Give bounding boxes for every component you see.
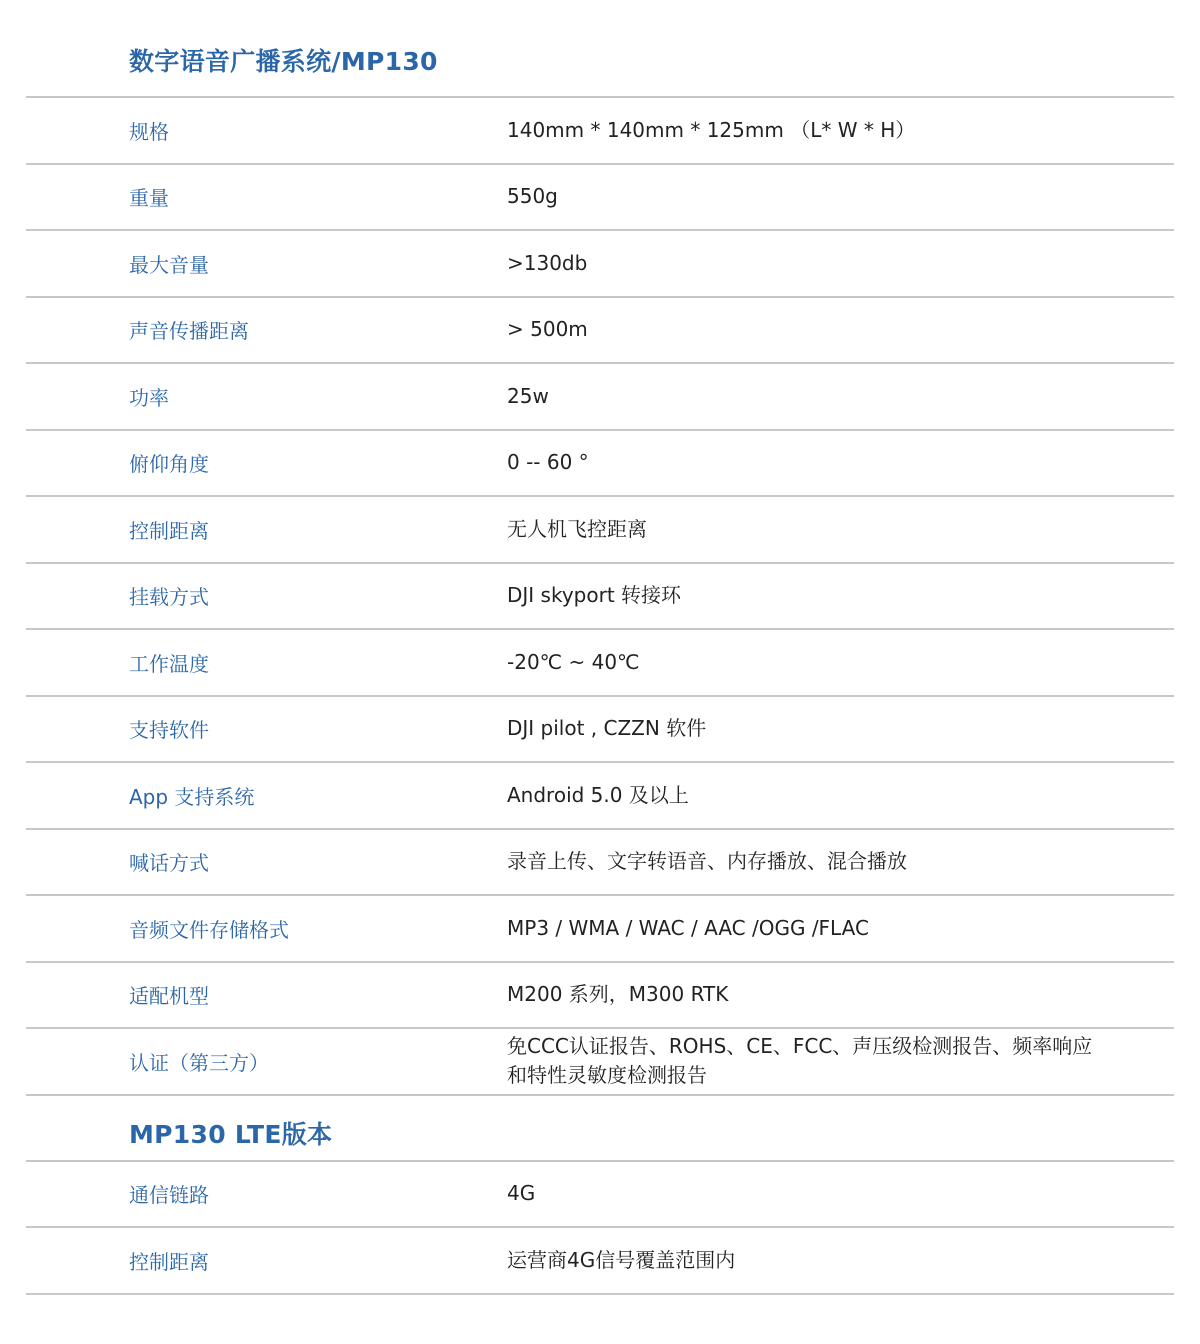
spec-row-audio-formats — [26, 896, 1174, 963]
spec-label: 重量 — [129, 186, 169, 211]
spec-label: 俯仰角度 — [129, 452, 209, 477]
spec-row-app-os — [26, 763, 1174, 830]
spec-value: >130db — [507, 250, 588, 275]
spec-row-mount — [26, 564, 1174, 631]
spec-row-comm-link — [26, 1162, 1174, 1229]
spec-row-tilt-angle — [26, 431, 1174, 498]
spec-value: > 500m — [507, 317, 588, 342]
section-title-mp130 — [26, 0, 1174, 98]
spec-row-control-distance — [26, 497, 1174, 564]
spec-label: 功率 — [129, 385, 169, 410]
spec-value: DJI pilot , CZZN 软件 — [507, 716, 707, 741]
spec-value: Android 5.0 及以上 — [507, 782, 689, 807]
spec-value: 0 -- 60 ° — [507, 450, 589, 475]
spec-value: 4G — [507, 1181, 536, 1206]
spec-row-power — [26, 364, 1174, 431]
section-title-text: 数字语音广播系统/MP130 — [129, 47, 438, 76]
spec-label: 支持软件 — [129, 718, 209, 743]
spec-value: -20℃ ~ 40℃ — [507, 649, 640, 674]
spec-label: 音频文件存储格式 — [129, 917, 289, 942]
spec-row-sound-range — [26, 298, 1174, 365]
spec-row-weight — [26, 165, 1174, 232]
section-title-text: MP130 LTE版本 — [129, 1119, 333, 1149]
spec-label: 控制距离 — [129, 1249, 209, 1274]
spec-label: 通信链路 — [129, 1183, 209, 1208]
spec-value: MP3 / WMA / WAC / AAC /OGG /FLAC — [507, 915, 869, 940]
spec-value: DJI skyport 转接环 — [507, 583, 682, 608]
spec-label: 规格 — [129, 119, 169, 144]
spec-label: 控制距离 — [129, 518, 209, 543]
spec-value: 550g — [507, 184, 558, 209]
spec-label: 认证（第三方） — [129, 1050, 269, 1075]
spec-sheet — [26, 0, 1174, 1295]
spec-value: 运营商4G信号覆盖范围内 — [507, 1247, 736, 1272]
spec-row-lte-control-distance — [26, 1228, 1174, 1295]
spec-row-compatible-models — [26, 963, 1174, 1030]
spec-row-certification — [26, 1029, 1174, 1096]
spec-value: M200 系列，M300 RTK — [507, 982, 729, 1007]
spec-row-max-volume — [26, 231, 1174, 298]
spec-row-operating-temp — [26, 630, 1174, 697]
spec-label: 喊话方式 — [129, 851, 209, 876]
spec-label: 最大音量 — [129, 252, 209, 277]
spec-label: 挂载方式 — [129, 585, 209, 610]
spec-value: 140mm * 140mm * 125mm （L* W * H） — [507, 117, 916, 142]
spec-label: 声音传播距离 — [129, 319, 249, 344]
spec-value: 无人机飞控距离 — [507, 516, 647, 541]
spec-label: 工作温度 — [129, 651, 209, 676]
section-title-mp130-lte — [26, 1096, 1174, 1162]
spec-value: 免CCC认证报告、ROHS、CE、FCC、声压级检测报告、频率响应和特性灵敏度检测报告 — [507, 1034, 1093, 1088]
spec-row-broadcast-mode — [26, 830, 1174, 897]
spec-label: 适配机型 — [129, 984, 209, 1009]
spec-label: App 支持系统 — [129, 784, 255, 809]
spec-value: 录音上传、文字转语音、内存播放、混合播放 — [507, 849, 907, 874]
spec-value: 25w — [507, 383, 549, 408]
spec-row-size — [26, 98, 1174, 165]
spec-row-software — [26, 697, 1174, 764]
